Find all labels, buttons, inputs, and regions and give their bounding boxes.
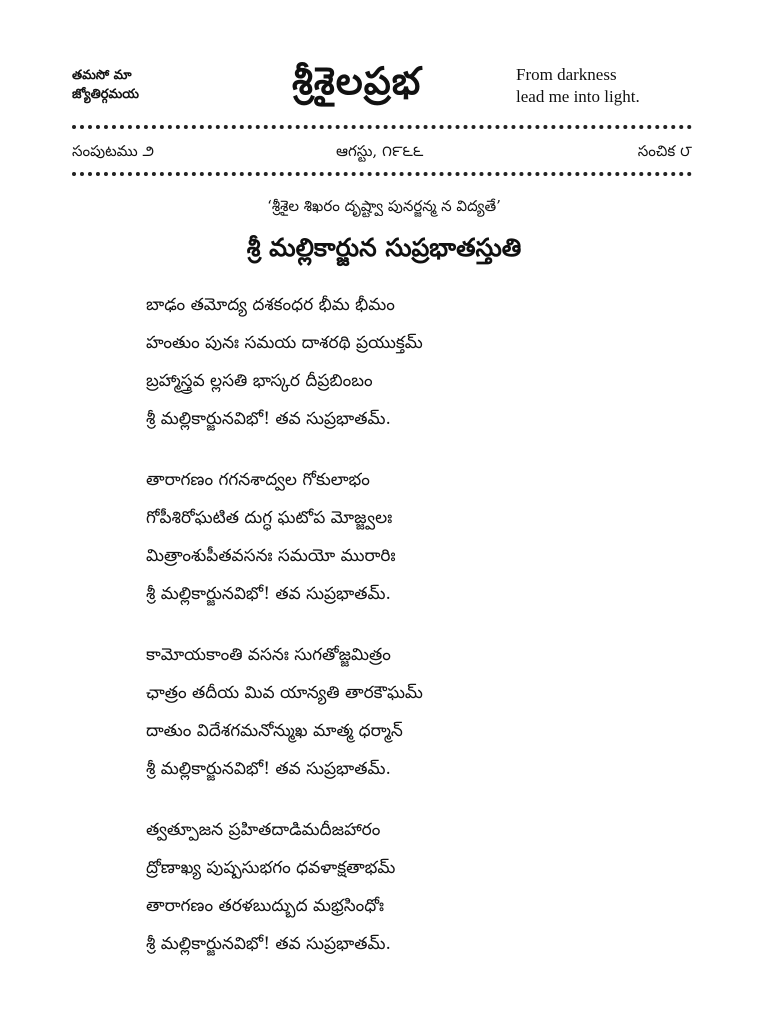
verse-line: బ్రహ్మాస్త్రవ ల్లసతి భాస్కర దీప్రబింబం	[146, 371, 373, 391]
verse-line-refrain: శ్రీ మల్లికార్జునవిభో! తవ సుప్రభాతమ్.	[146, 934, 391, 954]
dotted-rule-bottom	[72, 172, 692, 176]
motto-telugu-line-2: జ్యోతిర్గమయ	[72, 87, 139, 102]
verse-line-refrain: శ్రీ మల్లికార్జునవిభో! తవ సుప్రభాతమ్.	[146, 759, 391, 779]
verse-line: గోపీశిరోఘటిత దుగ్ధ ఘటోప మోజ్జ్వలః	[146, 508, 393, 528]
verse-line: ద్రోణాఖ్య పుష్పసుభగం ధవళాక్షతాభమ్	[146, 858, 396, 878]
stanza-1	[146, 286, 666, 438]
stanza-4	[146, 811, 666, 963]
verses	[146, 286, 666, 986]
motto-english	[516, 64, 640, 108]
verse-line: బాఢం తమోద్య దశకంధర భీమ భీమం	[146, 295, 395, 315]
issue-info-row	[72, 138, 692, 164]
motto-english-line-1: From darkness	[516, 65, 617, 84]
verse-line-refrain: శ్రీ మల్లికార్జునవిభో! తవ సుప్రభాతమ్.	[146, 409, 391, 429]
verse-line: తారాగణం గగనశాద్వల గోకులాభం	[146, 470, 370, 490]
journal-title: శ్రీశైలప్రభ	[292, 58, 422, 103]
verse-line: ఛాత్రం తదీయ మివ యాన్యతి తారకౌఘమ్	[146, 683, 423, 703]
issue-date: ఆగస్టు, ౧౯౬౬	[336, 142, 424, 160]
verse-line: మిత్రాంశుపీతవసనః సమయో మురారిః	[146, 546, 396, 566]
verse-line: దాతుం విదేశగమనోన్ముఖ మాత్మ ధర్మాన్	[146, 721, 403, 741]
issue-number: సంచిక ౮	[637, 142, 692, 160]
dotted-rule-top	[72, 125, 692, 129]
verse-line: హంతుం పునః సమయ దాశరథి ప్రయుక్తమ్	[146, 333, 423, 353]
motto-english-line-2: lead me into light.	[516, 87, 640, 106]
verse-line: కామోయకాంతి వసనః సుగతోజ్జమిత్రం	[146, 645, 391, 665]
masthead	[72, 58, 692, 118]
epigraph-quote: ‘శ్రీశైల శిఖరం దృష్ట్వా పునర్జన్మ న విద్యతే’	[267, 197, 501, 215]
issue-volume: సంపుటము ౨	[72, 142, 155, 160]
stanza-3	[146, 636, 666, 788]
verse-line: త్వత్పూజన ప్రహితదాడిమదీజహారం	[146, 820, 381, 840]
motto-telugu	[72, 66, 139, 104]
verse-line: తారాగణం తరళబుద్బుద మభ్రసింధోః	[146, 896, 384, 916]
motto-telugu-line-1: తమసో మా	[72, 68, 132, 83]
poem-title: శ్రీ మల్లికార్జున సుప్రభాతస్తుతి	[246, 233, 522, 262]
stanza-2	[146, 461, 666, 613]
verse-line-refrain: శ్రీ మల్లికార్జునవిభో! తవ సుప్రభాతమ్.	[146, 584, 391, 604]
